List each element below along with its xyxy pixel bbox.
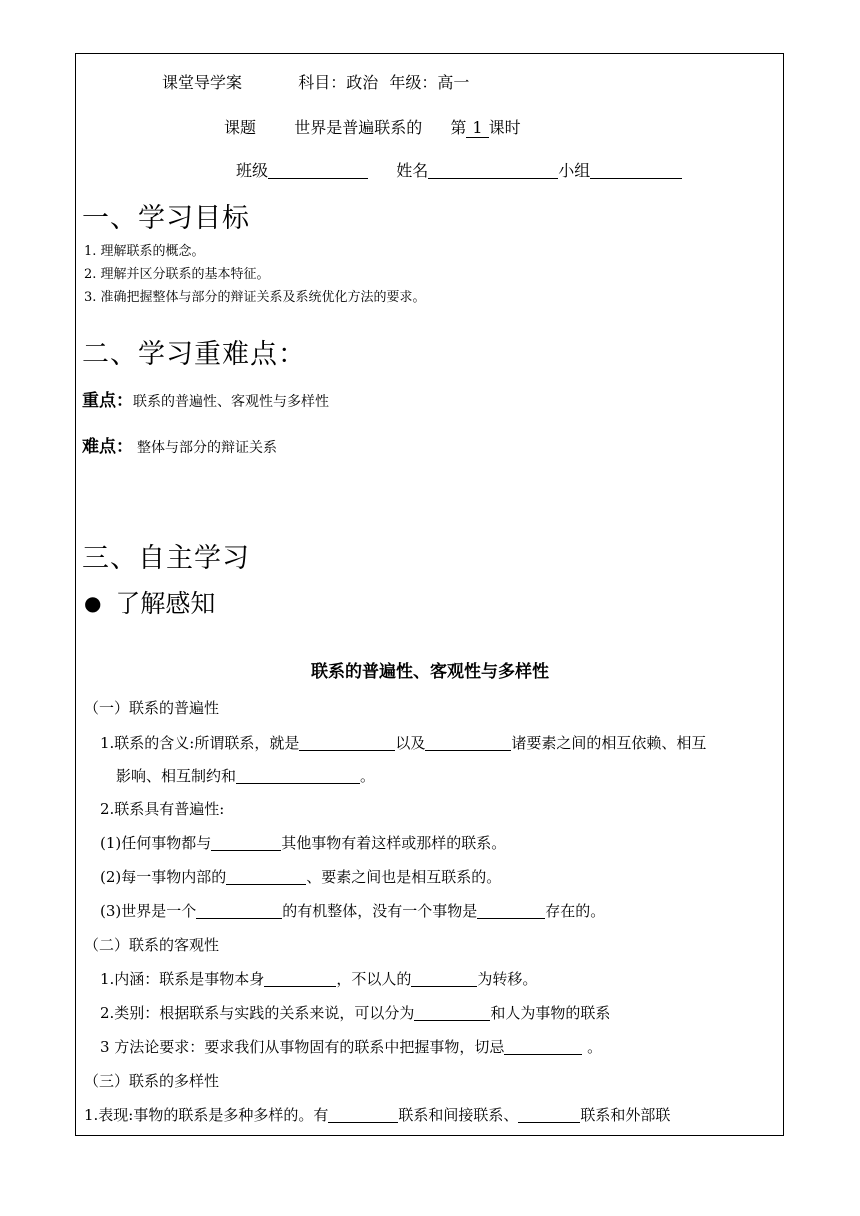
section-2-title: 二、学习重难点：: [82, 339, 306, 370]
blank-5[interactable]: [226, 869, 306, 885]
line-7-text-b: 和人为事物的联系: [490, 1004, 611, 1022]
period-suffix: 课时: [488, 118, 521, 137]
header-line-2: [224, 115, 521, 138]
line-8-text-b: 。: [582, 1038, 603, 1056]
line-1: [100, 732, 706, 753]
bullet-icon: ●: [84, 591, 102, 615]
line-6-text-a: 1.内涵：联系是事物本身: [100, 970, 265, 988]
key-text: 联系的普遍性、客观性与多样性: [133, 394, 329, 410]
header-line-3: [236, 158, 682, 181]
blank-12[interactable]: [328, 1107, 398, 1123]
line-2: 2.联系具有普遍性:: [100, 800, 225, 818]
class-label: 班级: [236, 161, 269, 180]
subsection-title: 了解感知: [115, 589, 216, 618]
topic-label: 课题: [224, 118, 257, 137]
objective-3: 3. 准确把握整体与部分的辩证关系及系统优化方法的要求。: [84, 290, 426, 305]
line-5: [100, 900, 605, 921]
difficult-point: [82, 432, 277, 457]
line-9: [84, 1104, 670, 1125]
line-3-text-a: (1)任何事物都与: [100, 834, 212, 852]
name-blank[interactable]: [428, 162, 558, 179]
section-3-title: 三、自主学习: [82, 543, 250, 574]
blank-4[interactable]: [211, 835, 281, 851]
blank-1[interactable]: [299, 735, 395, 751]
blank-8[interactable]: [264, 971, 336, 987]
key-point: [82, 386, 329, 411]
line-7: [100, 1002, 610, 1023]
objective-1: 1. 理解联系的概念。: [84, 244, 205, 259]
line-1-text-c: 诸要素之间的相互依赖、相互: [511, 734, 707, 752]
header-line-1: [162, 70, 469, 93]
blank-6[interactable]: [196, 903, 282, 919]
line-8: [100, 1036, 602, 1057]
line-6-text-b: ，不以人的: [336, 970, 412, 988]
subsection-heading: [84, 584, 215, 620]
difficult-label: 难点：: [82, 437, 133, 457]
doc-type: 课堂导学案: [162, 73, 243, 92]
line-7-text-a: 2.类别：根据联系与实践的关系来说，可以分为: [100, 1004, 415, 1022]
blank-9[interactable]: [411, 971, 477, 987]
grade: 年级：高一: [389, 73, 470, 92]
topic-title: 世界是普遍联系的: [294, 118, 423, 137]
period-number: 1: [466, 118, 488, 138]
line-9-text-b: 联系和间接联系、: [398, 1106, 519, 1124]
part-3-heading: （三）联系的多样性: [84, 1072, 220, 1090]
line-8-text-a: 3 方法论要求：要求我们从事物固有的联系中把握事物，切忌: [100, 1038, 505, 1056]
subject: 科目：政治: [298, 73, 379, 92]
line-1-text-d: 影响、相互制约和: [116, 767, 237, 785]
blank-10[interactable]: [414, 1005, 490, 1021]
line-4: [100, 866, 501, 887]
blank-2[interactable]: [425, 735, 511, 751]
line-1-text-e: 。: [360, 767, 376, 785]
key-label: 重点：: [82, 391, 133, 411]
line-6: [100, 968, 537, 989]
blank-3[interactable]: [236, 768, 360, 784]
name-label: 姓名: [396, 161, 429, 180]
section-1-title: 一、学习目标: [82, 203, 250, 234]
objective-2: 2. 理解并区分联系的基本特征。: [84, 267, 270, 282]
line-1-cont: [116, 765, 375, 786]
line-4-text-b: 、要素之间也是相互联系的。: [306, 868, 502, 886]
group-blank[interactable]: [590, 162, 682, 179]
line-3-text-b: 其他事物有着这样或那样的联系。: [281, 834, 507, 852]
blank-11[interactable]: [504, 1039, 582, 1055]
difficult-text: 整体与部分的辩证关系: [137, 440, 277, 456]
line-9-text-c: 联系和外部联: [580, 1106, 671, 1124]
line-4-text-a: (2)每一事物内部的: [100, 868, 227, 886]
part-1-heading: （一）联系的普遍性: [84, 699, 220, 717]
group-label: 小组: [558, 161, 591, 180]
line-5-text-b: 的有机整体，没有一个事物是: [282, 902, 478, 920]
content-topic-title: 联系的普遍性、客观性与多样性: [311, 662, 549, 682]
part-2-heading: （二）联系的客观性: [84, 936, 220, 954]
line-3: [100, 832, 506, 853]
line-1-text-a: 1.联系的含义:所谓联系，就是: [100, 734, 300, 752]
line-9-text-a: 1.表现:事物的联系是多种多样的。有: [84, 1106, 329, 1124]
class-blank[interactable]: [268, 162, 368, 179]
blank-13[interactable]: [518, 1107, 580, 1123]
line-5-text-c: 存在的。: [545, 902, 606, 920]
line-5-text-a: (3)世界是一个: [100, 902, 197, 920]
line-1-text-b: 以及: [395, 734, 426, 752]
line-6-text-c: 为转移。: [477, 970, 538, 988]
period-prefix: 第: [450, 118, 467, 137]
blank-7[interactable]: [477, 903, 545, 919]
